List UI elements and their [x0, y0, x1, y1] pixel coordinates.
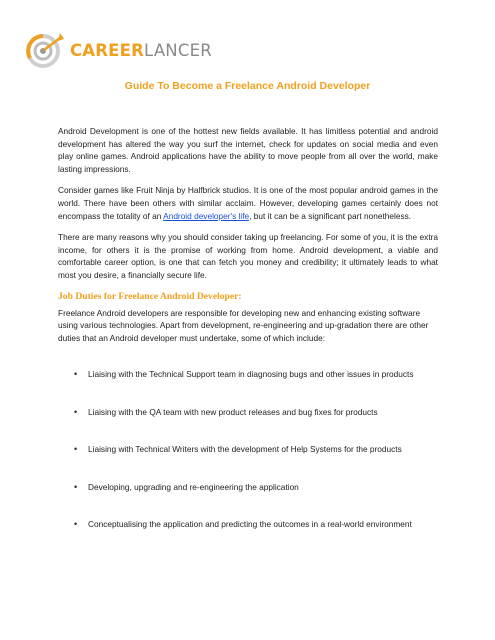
bullet-icon: • [74, 481, 78, 492]
section-heading: Job Duties for Freelance Android Developer: [58, 290, 242, 302]
document-body [58, 125, 438, 353]
list-item: • Liaising with Technical Writers with the development of Help Systems for the products [74, 444, 402, 455]
paragraph-games: Consider games like Fruit Ninja by Halfbrick studios. It is one of the most popular android games in the world. There have been others with similar acclaim. However, developing games certainly does not encompass the totality of an Android developer's life, but it can be a significant part nonetheless. [58, 185, 438, 221]
bullet-icon: • [74, 406, 78, 417]
careerlancer-logo [26, 30, 212, 70]
list-item: • Developing, upgrading and re-engineering the application [74, 481, 299, 492]
document-title: Guide To Become a Freelance Android Developer [124, 80, 371, 92]
android-developer-link[interactable]: Android developer's life [163, 210, 250, 221]
list-item: • Liaising with the QA team with new product releases and bug fixes for products [74, 406, 378, 417]
paragraph-freelancing: There are many reasons why you should consider taking up freelancing. For some of you, it is the extra income, for others it is the promise of working from home. Android development, a viable and comfortable career option, is one that can fetch you money and credibility; it ultimately leads to what most you desire, a financially secure life. [58, 232, 438, 280]
list-item: • Liaising with the Technical Support team in diagnosing bugs and other issues in products [74, 369, 414, 379]
paragraph-intro: Android Development is one of the hottest new fields available. It has limitless potential and android development has altered the way you surf the internet, check for updates on social media and even play online games. Android applications have the ability to move people from all over the world, make lasting impressions. [58, 126, 438, 174]
bullet-icon: • [74, 444, 78, 455]
logo-text: CAREERLANCER [70, 40, 212, 60]
bullet-icon: • [74, 519, 78, 530]
section-intro: Freelance Android developers are responsible for developing new and enhancing existing software using various technologies. Apart from development, re-engineering and up-gradation there are other duties that an Android developer must undertake, some of which include: [58, 307, 429, 343]
target-arrow-icon [26, 30, 66, 70]
duties-list [74, 368, 434, 556]
bullet-icon: • [74, 369, 78, 379]
list-item: • Conceptualising the application and predicting the outcomes in a real-world environment [74, 519, 412, 530]
